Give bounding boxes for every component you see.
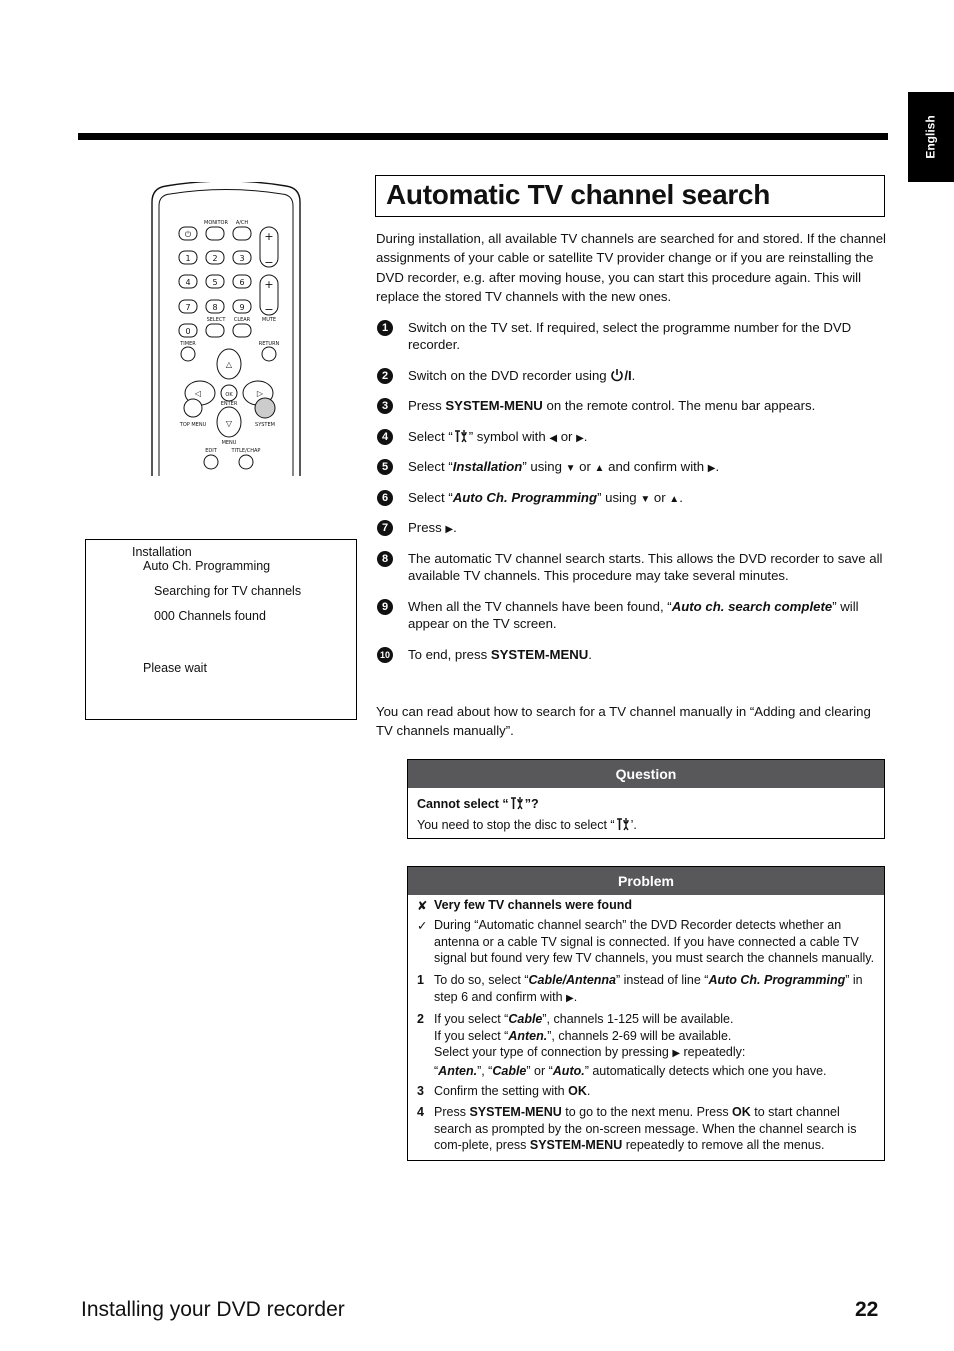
svg-text:1: 1 — [185, 254, 191, 263]
installation-tools-icon — [453, 429, 469, 443]
svg-text:RETURN: RETURN — [258, 341, 280, 347]
svg-text:ENTER: ENTER — [220, 401, 238, 407]
problem-step-4: Press SYSTEM-MENU to go to the next menu. Press OK to start channel search as prompted by the on-screen message. When the channel search is com-plete, press SYSTEM-MENU repeatedly to remove all the menus. — [434, 1105, 857, 1153]
svg-text:5: 5 — [212, 278, 218, 287]
step-7: 7 Press ▶. — [376, 519, 888, 538]
step-number: 5 — [377, 459, 393, 475]
page-number: 22 — [855, 1298, 879, 1321]
language-tab-label: English — [924, 115, 938, 159]
step-number: 2 — [377, 368, 393, 384]
language-tab — [908, 92, 954, 182]
problem-box — [407, 866, 885, 1161]
installation-tools-icon — [509, 796, 525, 810]
problem-step-2: If you select “Cable”, channels 1-125 will be available. If you select “Anten.”, channels 2-69 will be available. Select your type of connection by pressing ▶ repeatedly: “Anten.”, “Cable” or “Auto.” automatically detects which one you have. — [434, 1012, 827, 1078]
footer-section-title: Installing your DVD recorder — [81, 1298, 345, 1321]
svg-text:MENU: MENU — [221, 440, 237, 446]
problem-solution-text: During “Automatic channel search” the DVD Recorder detects whether an antenna or a cable TV signal is connected. If you have connected a cable TV signal but found very few TV channels, you must search the channels manually. — [434, 918, 875, 966]
problem-step-1: To do so, select “Cable/Antenna” instead of line “Auto Ch. Programming” in step 6 and confirm with ▶. — [434, 973, 863, 1004]
svg-text:△: △ — [225, 360, 233, 369]
svg-text:7: 7 — [185, 303, 191, 312]
svg-text:A/CH: A/CH — [235, 220, 249, 226]
step-9: 9 When all the TV channels have been found, “Auto ch. search complete” will appear on the TV screen. — [376, 598, 888, 632]
installation-tools-icon — [615, 817, 631, 831]
problem-step-number: 2 — [417, 1012, 424, 1026]
problem-title: Very few TV channels were found — [434, 898, 632, 912]
svg-text:0: 0 — [185, 327, 191, 336]
check-icon: ✓ — [417, 919, 428, 933]
standby-power-icon — [610, 368, 624, 382]
screen-line-channels-found: 000 Channels found — [154, 609, 266, 623]
step-number: 4 — [377, 429, 393, 445]
step-3: 3 Press SYSTEM-MENU on the remote control. The menu bar appears. — [376, 397, 888, 414]
svg-text:▷: ▷ — [256, 389, 264, 398]
svg-text:OK: OK — [225, 392, 233, 398]
svg-text:−: − — [264, 256, 274, 269]
step-8 — [376, 550, 888, 584]
step-number: 6 — [377, 490, 393, 506]
problem-step-number: 3 — [417, 1084, 424, 1098]
remote-control-icon — [150, 182, 302, 476]
screen-line-searching: Searching for TV channels — [154, 584, 302, 598]
step-6: 6 Select “Auto Ch. Programming” using ▼ or ▲. — [376, 489, 888, 508]
step-1 — [376, 319, 888, 353]
svg-text:CLEAR: CLEAR — [233, 317, 251, 323]
top-rule — [78, 133, 888, 140]
step-10: 10 To end, press SYSTEM-MENU. — [376, 646, 888, 663]
step-number: 7 — [377, 520, 393, 536]
page-title: Automatic TV channel search — [386, 179, 771, 210]
outro-paragraph: You can read about how to search for a TV channel manually in “Adding and clearing TV channels manually”. — [376, 704, 871, 739]
step-number: 9 — [377, 599, 393, 615]
svg-text:⏻: ⏻ — [184, 230, 192, 239]
screen-line-auto-programming: Auto Ch. Programming — [143, 559, 271, 573]
question-header: Question — [408, 760, 884, 788]
step-number: 10 — [377, 647, 393, 663]
step-2: 2 Switch on the DVD recorder using /I. — [376, 367, 888, 384]
question-box — [407, 759, 885, 839]
svg-text:6: 6 — [239, 278, 245, 287]
step-text: The automatic TV channel search starts. This allows the DVD recorder to save all available TV channels. This procedure may take several minutes. — [408, 551, 883, 583]
problem-step-3: Confirm the setting with OK. — [434, 1084, 591, 1098]
svg-text:MUTE: MUTE — [261, 317, 277, 323]
svg-text:SYSTEM: SYSTEM — [255, 422, 275, 428]
step-text: Switch on the TV set. If required, select the programme number for the DVD recorder. — [408, 320, 852, 352]
svg-text:4: 4 — [185, 278, 191, 287]
svg-text:8: 8 — [212, 303, 218, 312]
answer-text: You need to stop the disc to select “ ’. — [417, 818, 637, 832]
problem-step-number: 4 — [417, 1105, 424, 1119]
svg-text:EDIT: EDIT — [205, 448, 217, 454]
step-number: 1 — [377, 320, 393, 336]
svg-text:TIMER: TIMER — [180, 341, 196, 347]
svg-text:TITLE/CHAP: TITLE/CHAP — [231, 448, 261, 454]
svg-text:▽: ▽ — [225, 419, 233, 428]
svg-text:+: + — [264, 278, 274, 291]
svg-text:2: 2 — [212, 254, 218, 263]
svg-text:MONITOR: MONITOR — [204, 220, 228, 226]
step-number: 3 — [377, 398, 393, 414]
step-4: 4 Select “ ” symbol with ◀ or ▶. — [376, 428, 888, 447]
problem-step-number: 1 — [417, 973, 424, 987]
svg-text:+: + — [264, 230, 274, 243]
problem-header: Problem — [408, 867, 884, 895]
svg-text:9: 9 — [239, 303, 245, 312]
question-text: Cannot select “ ”? — [417, 797, 539, 811]
svg-text:3: 3 — [239, 254, 245, 263]
step-number: 8 — [377, 551, 393, 567]
step-5: 5 Select “Installation” using ▼ or ▲ and confirm with ▶. — [376, 458, 888, 477]
screen-line-installation: Installation — [132, 545, 192, 559]
page-title-box — [375, 175, 885, 217]
svg-text:◁: ◁ — [194, 389, 202, 398]
svg-text:SELECT: SELECT — [206, 317, 226, 323]
intro-paragraph: During installation, all available TV channels are searched for and stored. If the channel assignments of your cable or satellite TV provider change or if you are reinstalling the DVD recorder, e.g. after moving house, you can start this procedure again. This will replace the stored TV channels with the new ones. — [376, 231, 886, 304]
svg-text:−: − — [264, 303, 274, 316]
svg-text:TOP MENU: TOP MENU — [179, 422, 207, 428]
screen-line-please-wait: Please wait — [143, 661, 207, 675]
cross-icon: ✘ — [417, 899, 428, 913]
tv-screen-preview — [85, 539, 357, 720]
